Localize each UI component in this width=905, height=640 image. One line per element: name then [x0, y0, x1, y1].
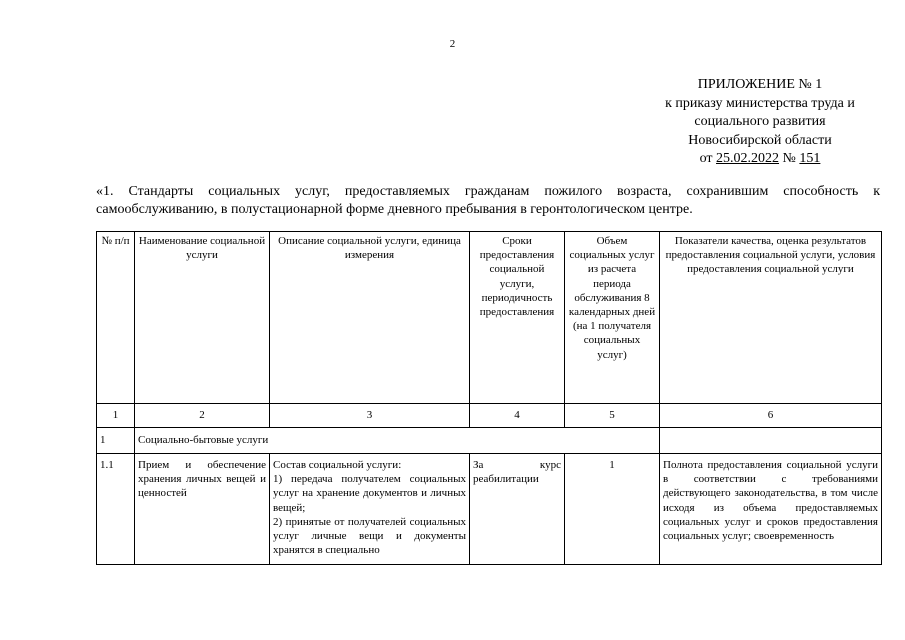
description-title: Состав социальной услуги: — [273, 459, 402, 471]
description-item: 1) передача получателем социальных услуг на хранение документов и личных вещей; — [273, 473, 466, 514]
column-number: 3 — [270, 404, 470, 428]
order-date: 25.02.2022 — [716, 151, 780, 166]
column-number: 6 — [660, 404, 882, 428]
section-number: 1 — [97, 428, 135, 454]
table-row — [97, 454, 882, 565]
row-number: 1.1 — [97, 454, 135, 565]
header-cell: № п/п — [97, 232, 135, 404]
column-number-row — [97, 404, 882, 428]
column-number: 5 — [565, 404, 660, 428]
appendix-title: ПРИЛОЖЕНИЕ № 1 — [697, 77, 823, 92]
date-prefix: от — [699, 151, 717, 166]
intro-paragraph: «1. Стандарты социальных услуг, предоставляемых гражданам пожилого возраста, сохранившим способность к самообслуживанию, в полустационарной форме дневного пребывания в геронтологическом центре. — [96, 184, 880, 217]
section-empty-cell — [660, 428, 882, 454]
column-number: 1 — [97, 404, 135, 428]
appendix-line: Новосибирской области — [688, 132, 832, 148]
order-number: 151 — [799, 151, 821, 166]
column-number: 2 — [135, 404, 270, 428]
header-cell: Сроки предоставления социальной услуги, периодичность предоставления — [470, 232, 565, 404]
section-row — [97, 428, 882, 454]
appendix-line: социального развития — [694, 114, 826, 129]
row-service-name: Прием и обеспечение хранения личных вещей и ценностей — [135, 454, 270, 565]
header-cell: Показатели качества, оценка результатов предоставления социальной услуги, условия предоставления социальной услуги — [660, 232, 882, 404]
section-title: Социально-бытовые услуги — [135, 428, 660, 454]
row-volume: 1 — [565, 454, 660, 565]
header-cell: Объем социальных услуг из расчета периода обслуживания 8 календарных дней (на 1 получателя социальных услуг) — [565, 232, 660, 404]
appendix-date-line — [560, 150, 905, 169]
row-description — [270, 454, 470, 565]
page-number: 2 — [449, 38, 456, 50]
row-quality: Полнота предоставления социальной услуги в соответствии с требованиями действующего законодательства, в том числе исходя из объема предоставляемых социальных услуг и сроков предоставления социальных услуг; своевременность — [660, 454, 882, 565]
standards-table — [96, 231, 882, 565]
column-number: 4 — [470, 404, 565, 428]
row-term: За курс реабилитации — [470, 454, 565, 565]
description-item: 2) принятые от получателей социальных услуг личные вещи и документы хранятся в специально — [273, 515, 466, 557]
table-header-row — [97, 232, 882, 404]
header-cell: Наименование социальной услуги — [135, 232, 270, 404]
number-prefix: № — [779, 151, 800, 166]
appendix-header — [560, 76, 905, 169]
appendix-line: к приказу министерства труда и — [665, 95, 855, 111]
header-cell: Описание социальной услуги, единица измерения — [270, 232, 470, 404]
